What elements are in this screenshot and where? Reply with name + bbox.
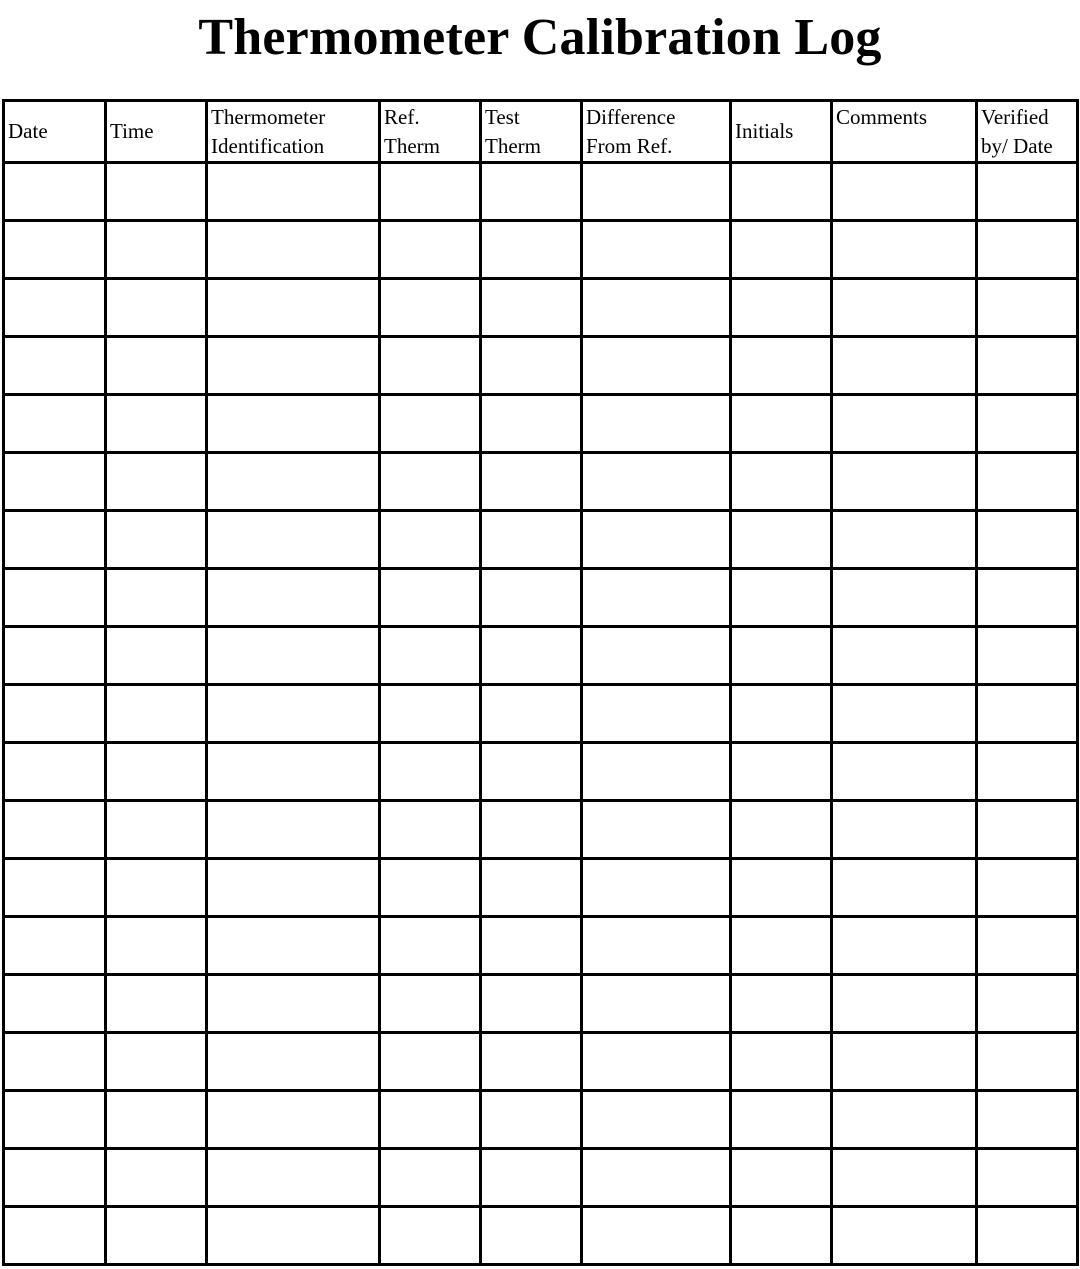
cell-ref-therm[interactable] [380,685,481,743]
table-row [4,627,1078,685]
cell-difference-from-ref[interactable] [582,743,731,801]
cell-verified-by-date[interactable] [977,453,1078,511]
table-row [4,395,1078,453]
cell-thermometer-identification[interactable] [207,859,380,917]
cell-initials[interactable] [731,163,832,221]
cell-date[interactable] [4,221,106,279]
cell-time[interactable] [106,1149,207,1207]
cell-difference-from-ref[interactable] [582,685,731,743]
cell-test-therm[interactable] [481,975,582,1033]
cell-test-therm[interactable] [481,221,582,279]
cell-ref-therm[interactable] [380,511,481,569]
cell-initials[interactable] [731,1033,832,1091]
cell-thermometer-identification[interactable] [207,163,380,221]
cell-date[interactable] [4,685,106,743]
cell-date[interactable] [4,1207,106,1265]
cell-thermometer-identification[interactable] [207,1207,380,1265]
cell-difference-from-ref[interactable] [582,917,731,975]
cell-test-therm[interactable] [481,569,582,627]
cell-verified-by-date[interactable] [977,163,1078,221]
cell-date[interactable] [4,627,106,685]
cell-verified-by-date[interactable] [977,859,1078,917]
table-row [4,221,1078,279]
cell-test-therm[interactable] [481,685,582,743]
cell-date[interactable] [4,801,106,859]
cell-ref-therm[interactable] [380,569,481,627]
cell-ref-therm[interactable] [380,859,481,917]
cell-date[interactable] [4,337,106,395]
cell-comments[interactable] [832,453,977,511]
cell-verified-by-date[interactable] [977,685,1078,743]
table-row [4,975,1078,1033]
cell-date[interactable] [4,395,106,453]
cell-date[interactable] [4,975,106,1033]
cell-difference-from-ref[interactable] [582,1033,731,1091]
cell-initials[interactable] [731,743,832,801]
cell-test-therm[interactable] [481,743,582,801]
cell-thermometer-identification[interactable] [207,453,380,511]
cell-ref-therm[interactable] [380,1149,481,1207]
cell-comments[interactable] [832,1207,977,1265]
cell-difference-from-ref[interactable] [582,801,731,859]
cell-verified-by-date[interactable] [977,917,1078,975]
cell-test-therm[interactable] [481,1207,582,1265]
cell-test-therm[interactable] [481,511,582,569]
cell-ref-therm[interactable] [380,801,481,859]
cell-comments[interactable] [832,743,977,801]
cell-difference-from-ref[interactable] [582,569,731,627]
cell-thermometer-identification[interactable] [207,743,380,801]
cell-thermometer-identification[interactable] [207,1091,380,1149]
cell-difference-from-ref[interactable] [582,337,731,395]
cell-initials[interactable] [731,859,832,917]
cell-thermometer-identification[interactable] [207,1149,380,1207]
cell-verified-by-date[interactable] [977,279,1078,337]
cell-thermometer-identification[interactable] [207,511,380,569]
cell-test-therm[interactable] [481,395,582,453]
cell-time[interactable] [106,337,207,395]
column-header-thermometer-identification: Thermometer Identification [207,101,380,163]
cell-ref-therm[interactable] [380,917,481,975]
cell-date[interactable] [4,743,106,801]
cell-difference-from-ref[interactable] [582,975,731,1033]
cell-ref-therm[interactable] [380,221,481,279]
cell-test-therm[interactable] [481,163,582,221]
cell-thermometer-identification[interactable] [207,685,380,743]
cell-thermometer-identification[interactable] [207,221,380,279]
column-header-verified-by-date: Verified by/ Date [977,101,1078,163]
cell-test-therm[interactable] [481,917,582,975]
column-header-initials: Initials [731,101,832,163]
cell-time[interactable] [106,1033,207,1091]
cell-difference-from-ref[interactable] [582,163,731,221]
cell-ref-therm[interactable] [380,743,481,801]
table-row [4,1207,1078,1265]
cell-difference-from-ref[interactable] [582,511,731,569]
cell-comments[interactable] [832,1033,977,1091]
cell-initials[interactable] [731,975,832,1033]
cell-verified-by-date[interactable] [977,1033,1078,1091]
cell-date[interactable] [4,859,106,917]
cell-verified-by-date[interactable] [977,395,1078,453]
cell-thermometer-identification[interactable] [207,279,380,337]
cell-time[interactable] [106,569,207,627]
cell-test-therm[interactable] [481,1033,582,1091]
cell-date[interactable] [4,917,106,975]
cell-verified-by-date[interactable] [977,627,1078,685]
cell-ref-therm[interactable] [380,163,481,221]
cell-verified-by-date[interactable] [977,511,1078,569]
cell-time[interactable] [106,1207,207,1265]
cell-comments[interactable] [832,917,977,975]
cell-ref-therm[interactable] [380,1207,481,1265]
cell-verified-by-date[interactable] [977,1207,1078,1265]
cell-thermometer-identification[interactable] [207,569,380,627]
cell-thermometer-identification[interactable] [207,395,380,453]
cell-test-therm[interactable] [481,801,582,859]
cell-test-therm[interactable] [481,279,582,337]
cell-initials[interactable] [731,279,832,337]
cell-difference-from-ref[interactable] [582,627,731,685]
column-header-difference-from-ref: Difference From Ref. [582,101,731,163]
cell-initials[interactable] [731,337,832,395]
table-row [4,511,1078,569]
table-row [4,453,1078,511]
table-row [4,569,1078,627]
cell-comments[interactable] [832,511,977,569]
column-header-date: Date [4,101,106,163]
cell-verified-by-date[interactable] [977,569,1078,627]
cell-test-therm[interactable] [481,453,582,511]
cell-time[interactable] [106,975,207,1033]
cell-thermometer-identification[interactable] [207,975,380,1033]
cell-initials[interactable] [731,685,832,743]
cell-time[interactable] [106,395,207,453]
column-header-time: Time [106,101,207,163]
table-row [4,917,1078,975]
cell-test-therm[interactable] [481,859,582,917]
cell-date[interactable] [4,163,106,221]
cell-date[interactable] [4,1091,106,1149]
cell-verified-by-date[interactable] [977,1149,1078,1207]
cell-time[interactable] [106,511,207,569]
cell-time[interactable] [106,163,207,221]
table-row [4,859,1078,917]
cell-time[interactable] [106,801,207,859]
cell-test-therm[interactable] [481,337,582,395]
column-header-ref-therm: Ref. Therm [380,101,481,163]
cell-time[interactable] [106,1091,207,1149]
cell-thermometer-identification[interactable] [207,337,380,395]
cell-difference-from-ref[interactable] [582,453,731,511]
cell-date[interactable] [4,1033,106,1091]
cell-difference-from-ref[interactable] [582,395,731,453]
cell-comments[interactable] [832,801,977,859]
table-row [4,801,1078,859]
cell-test-therm[interactable] [481,627,582,685]
table-row [4,279,1078,337]
cell-comments[interactable] [832,569,977,627]
cell-initials[interactable] [731,1149,832,1207]
cell-test-therm[interactable] [481,1091,582,1149]
table-row [4,337,1078,395]
cell-initials[interactable] [731,221,832,279]
cell-comments[interactable] [832,337,977,395]
table-row [4,1091,1078,1149]
cell-ref-therm[interactable] [380,627,481,685]
cell-thermometer-identification[interactable] [207,801,380,859]
table-row [4,163,1078,221]
cell-verified-by-date[interactable] [977,337,1078,395]
cell-ref-therm[interactable] [380,279,481,337]
table-row [4,1033,1078,1091]
cell-time[interactable] [106,453,207,511]
cell-difference-from-ref[interactable] [582,859,731,917]
cell-initials[interactable] [731,569,832,627]
cell-ref-therm[interactable] [380,337,481,395]
cell-comments[interactable] [832,627,977,685]
cell-initials[interactable] [731,1091,832,1149]
cell-difference-from-ref[interactable] [582,1207,731,1265]
cell-ref-therm[interactable] [380,975,481,1033]
cell-ref-therm[interactable] [380,1033,481,1091]
header-row [4,101,1078,163]
cell-comments[interactable] [832,395,977,453]
cell-comments[interactable] [832,163,977,221]
cell-comments[interactable] [832,859,977,917]
cell-date[interactable] [4,1149,106,1207]
page-title: Thermometer Calibration Log [198,9,882,66]
cell-verified-by-date[interactable] [977,221,1078,279]
cell-initials[interactable] [731,801,832,859]
cell-time[interactable] [106,743,207,801]
cell-initials[interactable] [731,917,832,975]
table-row [4,743,1078,801]
cell-date[interactable] [4,453,106,511]
cell-comments[interactable] [832,1091,977,1149]
cell-ref-therm[interactable] [380,1091,481,1149]
cell-difference-from-ref[interactable] [582,1091,731,1149]
cell-time[interactable] [106,221,207,279]
cell-date[interactable] [4,511,106,569]
cell-verified-by-date[interactable] [977,801,1078,859]
cell-ref-therm[interactable] [380,395,481,453]
cell-difference-from-ref[interactable] [582,221,731,279]
cell-thermometer-identification[interactable] [207,627,380,685]
table-row [4,1149,1078,1207]
cell-initials[interactable] [731,511,832,569]
cell-difference-from-ref[interactable] [582,279,731,337]
cell-time[interactable] [106,685,207,743]
cell-initials[interactable] [731,1207,832,1265]
cell-time[interactable] [106,917,207,975]
cell-ref-therm[interactable] [380,453,481,511]
cell-comments[interactable] [832,221,977,279]
column-header-test-therm: Test Therm [481,101,582,163]
cell-difference-from-ref[interactable] [582,1149,731,1207]
cell-comments[interactable] [832,1149,977,1207]
cell-time[interactable] [106,859,207,917]
table-row [4,685,1078,743]
cell-comments[interactable] [832,279,977,337]
cell-initials[interactable] [731,395,832,453]
cell-test-therm[interactable] [481,1149,582,1207]
cell-date[interactable] [4,279,106,337]
cell-time[interactable] [106,627,207,685]
cell-initials[interactable] [731,627,832,685]
cell-verified-by-date[interactable] [977,1091,1078,1149]
column-header-comments: Comments [832,101,977,163]
cell-initials[interactable] [731,453,832,511]
cell-verified-by-date[interactable] [977,743,1078,801]
cell-time[interactable] [106,279,207,337]
cell-comments[interactable] [832,685,977,743]
calibration-log-table [2,99,1079,1266]
cell-thermometer-identification[interactable] [207,1033,380,1091]
cell-comments[interactable] [832,975,977,1033]
cell-verified-by-date[interactable] [977,975,1078,1033]
log-body [4,163,1078,1265]
cell-date[interactable] [4,569,106,627]
cell-thermometer-identification[interactable] [207,917,380,975]
